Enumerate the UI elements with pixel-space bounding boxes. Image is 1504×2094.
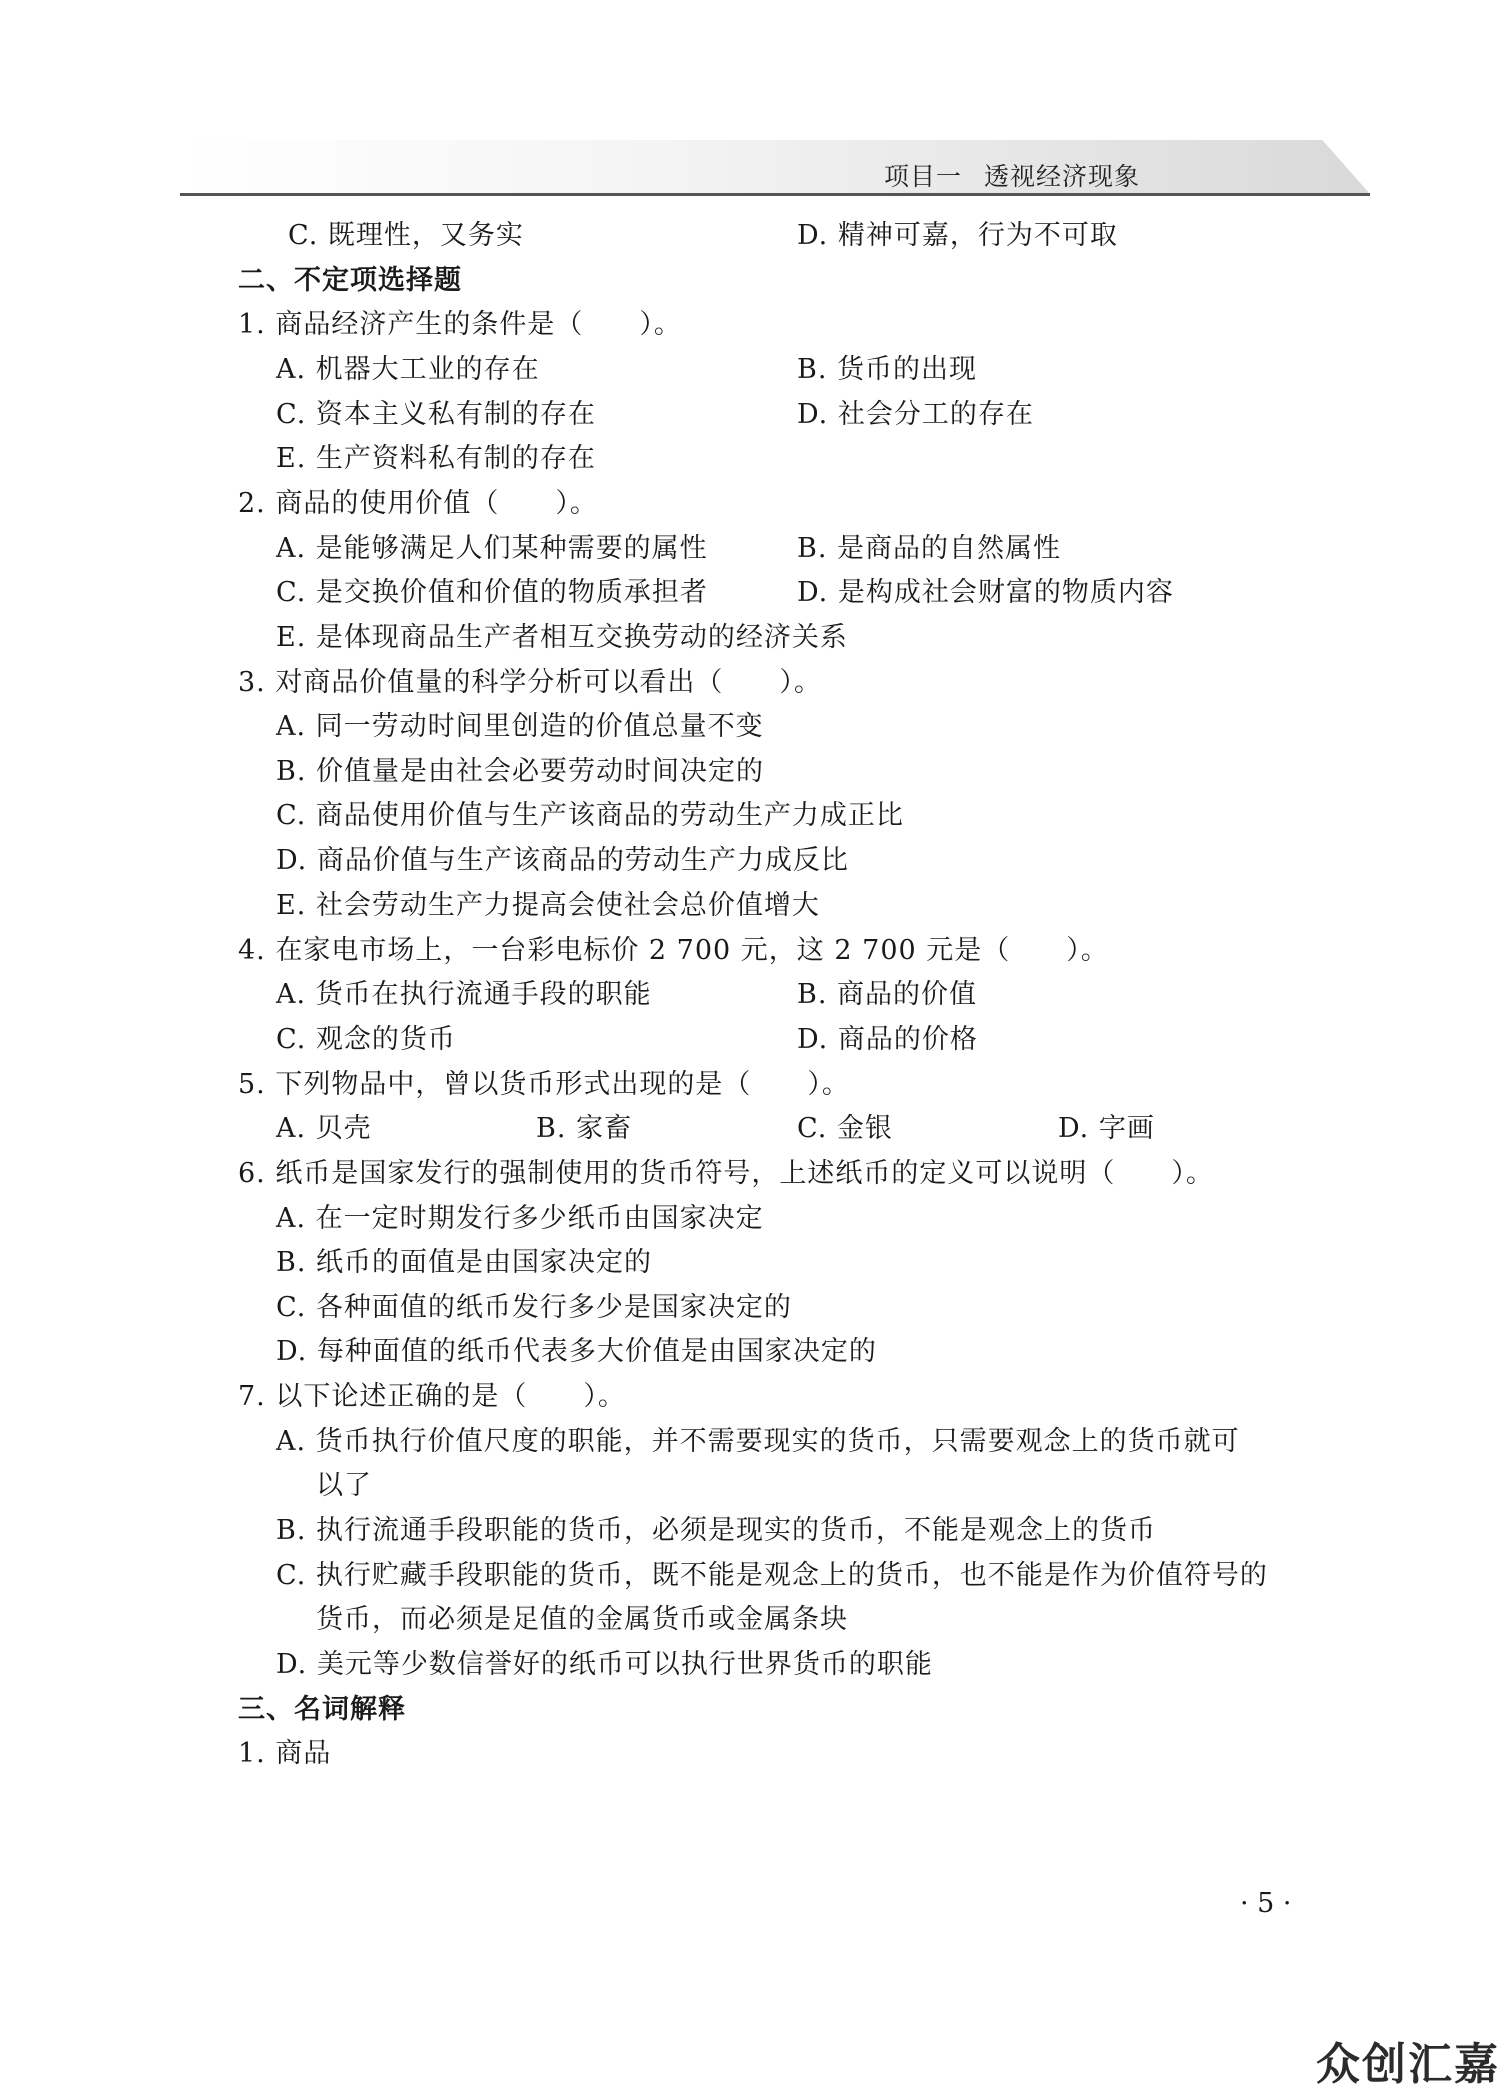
watermark-logo: 众创汇嘉 bbox=[1316, 2039, 1500, 2090]
q4-option-c: C. 观念的货币 bbox=[276, 1024, 456, 1055]
header-title: 透视经济现象 bbox=[984, 162, 1141, 191]
running-header bbox=[884, 157, 1140, 193]
q6-option-b: B. 纸币的面值是由国家决定的 bbox=[276, 1247, 653, 1278]
header-rule bbox=[180, 193, 1370, 196]
q7-option-a: A. 货币执行价值尺度的职能，并不需要现实的货币，只需要观念上的货币就可 bbox=[276, 1426, 1240, 1457]
q2-option-c: C. 是交换价值和价值的物质承担者 bbox=[276, 577, 708, 608]
q1-option-a: A. 机器大工业的存在 bbox=[276, 354, 540, 385]
q2-option-b: B. 是商品的自然属性 bbox=[797, 533, 1062, 564]
q5-option-a: A. 贝壳 bbox=[276, 1113, 372, 1144]
q5-option-c: C. 金银 bbox=[797, 1113, 893, 1144]
q4-option-b: B. 商品的价值 bbox=[797, 979, 978, 1010]
q1-option-c: C. 资本主义私有制的存在 bbox=[276, 399, 596, 430]
q3-option-d: D. 商品价值与生产该商品的劳动生产力成反比 bbox=[276, 845, 849, 876]
q5-stem: 5. 下列物品中，曾以货币形式出现的是（ ）。 bbox=[238, 1069, 850, 1100]
q5-option-d: D. 字画 bbox=[1058, 1113, 1155, 1144]
term-1: 1. 商品 bbox=[238, 1738, 332, 1769]
header-project: 项目一 bbox=[884, 162, 963, 191]
q3-option-c: C. 商品使用价值与生产该商品的劳动生产力成正比 bbox=[276, 800, 904, 831]
q4-option-d: D. 商品的价格 bbox=[797, 1024, 978, 1055]
q3-option-e: E. 社会劳动生产力提高会使社会总价值增大 bbox=[276, 890, 820, 921]
q6-stem: 6. 纸币是国家发行的强制使用的货币符号，上述纸币的定义可以说明（ ）。 bbox=[238, 1158, 1214, 1189]
top-option-c: C. 既理性，又务实 bbox=[288, 220, 524, 251]
q3-stem: 3. 对商品价值量的科学分析可以看出（ ）。 bbox=[238, 667, 822, 698]
q6-option-a: A. 在一定时期发行多少纸币由国家决定 bbox=[276, 1203, 764, 1234]
q2-option-d: D. 是构成社会财富的物质内容 bbox=[797, 577, 1174, 608]
q6-option-c: C. 各种面值的纸币发行多少是国家决定的 bbox=[276, 1292, 792, 1323]
q7-stem: 7. 以下论述正确的是（ ）。 bbox=[238, 1381, 626, 1412]
q7-option-d: D. 美元等少数信誉好的纸币可以执行世界货币的职能 bbox=[276, 1649, 933, 1680]
q7-option-c: C. 执行贮藏手段职能的货币，既不能是观念上的货币，也不能是作为价值符号的 bbox=[276, 1560, 1268, 1591]
q7-option-c-continued: 货币，而必须是足值的金属货币或金属条块 bbox=[316, 1604, 848, 1635]
q2-stem: 2. 商品的使用价值（ ）。 bbox=[238, 488, 598, 519]
q2-option-a: A. 是能够满足人们某种需要的属性 bbox=[276, 533, 708, 564]
top-option-d: D. 精神可嘉，行为不可取 bbox=[797, 220, 1118, 251]
q1-option-b: B. 货币的出现 bbox=[797, 354, 978, 385]
q7-option-a-continued: 以了 bbox=[316, 1470, 372, 1501]
q2-option-e: E. 是体现商品生产者相互交换劳动的经济关系 bbox=[276, 622, 848, 653]
header-band bbox=[180, 140, 1370, 194]
q1-stem: 1. 商品经济产生的条件是（ ）。 bbox=[238, 309, 682, 340]
section-3-title: 三、名词解释 bbox=[238, 1694, 406, 1725]
q1-option-d: D. 社会分工的存在 bbox=[797, 399, 1034, 430]
q3-option-b: B. 价值量是由社会必要劳动时间决定的 bbox=[276, 756, 765, 787]
q5-option-b: B. 家畜 bbox=[536, 1113, 633, 1144]
q7-option-b: B. 执行流通手段职能的货币，必须是现实的货币，不能是观念上的货币 bbox=[276, 1515, 1157, 1546]
q3-option-a: A. 同一劳动时间里创造的价值总量不变 bbox=[276, 711, 764, 742]
q4-stem: 4. 在家电市场上，一台彩电标价 2 700 元，这 2 700 元是（ ）。 bbox=[238, 935, 1109, 966]
page-number: · 5 · bbox=[1240, 1888, 1292, 1919]
q4-option-a: A. 货币在执行流通手段的职能 bbox=[276, 979, 652, 1010]
section-2-title: 二、不定项选择题 bbox=[238, 265, 462, 296]
q1-option-e: E. 生产资料私有制的存在 bbox=[276, 443, 596, 474]
q6-option-d: D. 每种面值的纸币代表多大价值是由国家决定的 bbox=[276, 1336, 877, 1367]
